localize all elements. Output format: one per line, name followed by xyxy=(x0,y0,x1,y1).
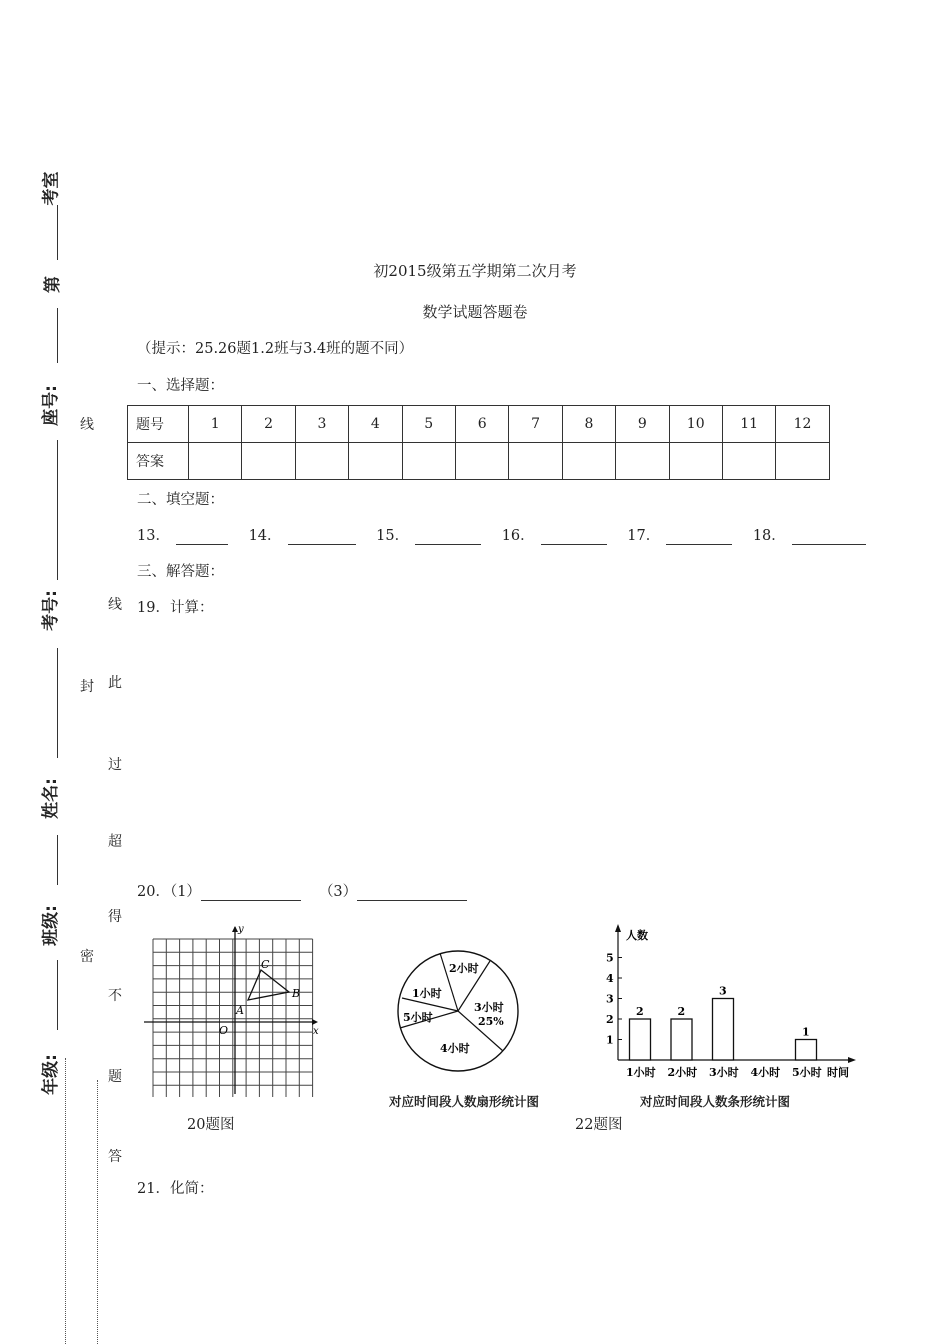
fill-blank[interactable] xyxy=(288,530,356,545)
inner-char: 线 xyxy=(108,597,122,613)
question-number: 6 xyxy=(455,406,508,443)
bar-y-axis-title: 人数 xyxy=(626,929,648,942)
choice-answer-table xyxy=(127,405,830,480)
inner-char: 题 xyxy=(108,1069,122,1085)
question-19: 19．计算： xyxy=(137,600,214,616)
question-number: 4 xyxy=(349,406,402,443)
inner-char: 答 xyxy=(108,1149,122,1165)
bar-category-label: 2小时 xyxy=(667,1066,698,1079)
blank-label: 13． xyxy=(137,528,170,544)
pie-label-3h: 3小时 xyxy=(474,1001,504,1014)
bar-y-tick-label: 5 xyxy=(606,951,614,965)
label-kaoshi: 考室 xyxy=(41,171,62,206)
bar xyxy=(796,1040,817,1061)
answer-cell[interactable] xyxy=(349,443,402,480)
bar-value-label: 1 xyxy=(802,1025,810,1039)
question-number: 7 xyxy=(509,406,562,443)
fill-blank[interactable] xyxy=(176,530,228,545)
binding-xian-top: 线 xyxy=(80,417,94,433)
kaoshi-line xyxy=(57,205,58,260)
hint-text: （提示：25.26题1.2班与3.4班的题不同） xyxy=(137,341,414,357)
origin-label: O xyxy=(219,1024,229,1037)
bar-y-tick-label: 4 xyxy=(606,972,614,985)
pie-label-3h-percent: 25% xyxy=(478,1015,504,1028)
pie-chart-caption: 对应时间段人数扇形统计图 xyxy=(389,1094,540,1109)
answer-cell[interactable] xyxy=(722,443,775,480)
section1-heading: 一、选择题： xyxy=(137,378,224,394)
bar-x-axis-arrow xyxy=(848,1057,856,1063)
xingming-line xyxy=(57,835,58,885)
kaohao-line xyxy=(57,648,58,758)
binding-feng: 封 xyxy=(80,679,94,695)
answer-cell[interactable] xyxy=(509,443,562,480)
label-zuohao: 座号: xyxy=(40,385,61,426)
blank-label: 18． xyxy=(752,528,786,544)
blank-label: 16． xyxy=(501,528,535,544)
table-row xyxy=(128,406,830,443)
question-number: 9 xyxy=(616,406,669,443)
answer-cell[interactable] xyxy=(669,443,722,480)
y-axis-label: y xyxy=(238,924,244,935)
question-number: 12 xyxy=(776,406,829,443)
question-number: 10 xyxy=(669,406,722,443)
q20-part1-label: 20．（1） xyxy=(137,884,201,900)
bar xyxy=(630,1019,651,1060)
point-b-label: B xyxy=(292,987,301,1000)
answer-cell[interactable] xyxy=(562,443,615,480)
bar-value-label: 3 xyxy=(719,984,727,998)
q20-part3-label: （3） xyxy=(318,884,358,900)
x-axis-arrow xyxy=(312,1019,318,1025)
bar xyxy=(671,1019,692,1060)
blank-label: 14． xyxy=(248,528,282,544)
question-number: 8 xyxy=(562,406,615,443)
pie-label-1h: 1小时 xyxy=(412,987,442,1000)
answer-cell[interactable] xyxy=(402,443,455,480)
bar-y-tick-label: 2 xyxy=(606,1013,614,1026)
answer-cell[interactable] xyxy=(295,443,348,480)
figure-22-caption: 22题图 xyxy=(575,1117,623,1133)
bar-category-label: 1小时 xyxy=(626,1066,656,1079)
blank-label: 15． xyxy=(376,528,410,544)
banji-line xyxy=(57,960,58,1030)
q20-part1-blank[interactable] xyxy=(201,886,301,901)
pie-chart-figure xyxy=(395,948,525,1078)
bar-category-label: 3小时 xyxy=(709,1066,739,1079)
bar-y-tick-label: 3 xyxy=(606,992,614,1006)
fill-blank[interactable] xyxy=(541,530,607,545)
bar-y-tick-label: 1 xyxy=(606,1033,614,1047)
point-a-label: A xyxy=(236,1004,244,1017)
pie-label-2h: 2小时 xyxy=(449,962,479,975)
section3-heading: 三、解答题： xyxy=(137,564,224,580)
zuohao-line xyxy=(57,440,58,580)
answer-cell[interactable] xyxy=(189,443,242,480)
label-di: 第 xyxy=(43,276,63,293)
label-nianji: 年级: xyxy=(40,1054,61,1095)
section2-heading: 二、填空题： xyxy=(137,492,224,508)
question-20 xyxy=(137,880,467,901)
answer-cell[interactable] xyxy=(776,443,829,480)
bar-category-label: 5小时 xyxy=(792,1066,822,1079)
question-number: 5 xyxy=(402,406,455,443)
inner-char: 此 xyxy=(108,675,122,691)
row-label-answer: 答案 xyxy=(128,443,189,480)
fill-blank[interactable] xyxy=(666,530,732,545)
answer-cell[interactable] xyxy=(616,443,669,480)
binding-dotted-line xyxy=(97,1080,98,1344)
fill-blank-row xyxy=(137,524,866,545)
label-xingming: 姓名: xyxy=(40,778,61,819)
bar-chart-figure xyxy=(590,920,865,1085)
answer-cell[interactable] xyxy=(455,443,508,480)
bar-category-label: 4小时 xyxy=(750,1066,781,1079)
coordinate-grid-figure xyxy=(140,922,340,1097)
row-label-number: 题号 xyxy=(128,406,189,443)
bar-x-axis-title: 时间 xyxy=(827,1066,849,1079)
bar xyxy=(713,999,734,1061)
bar-value-label: 2 xyxy=(677,1005,686,1018)
label-banji: 班级: xyxy=(40,905,61,946)
binding-dotted-line xyxy=(65,1058,66,1344)
point-c-label: C xyxy=(261,958,270,971)
bar-chart-caption: 对应时间段人数条形统计图 xyxy=(640,1094,791,1109)
question-number: 2 xyxy=(242,406,295,443)
bar-value-label: 2 xyxy=(636,1005,644,1018)
binding-mi: 密 xyxy=(80,949,94,965)
question-number: 11 xyxy=(722,406,775,443)
inner-char: 不 xyxy=(108,988,122,1004)
q20-part3-blank[interactable] xyxy=(357,886,467,901)
fill-blank[interactable] xyxy=(792,530,866,545)
inner-char: 超 xyxy=(108,834,122,850)
exam-subtitle: 数学试题答题卷 xyxy=(422,303,528,321)
label-kaohao: 考号: xyxy=(40,590,61,631)
fill-blank[interactable] xyxy=(415,530,481,545)
bar-y-axis-arrow xyxy=(615,924,621,932)
answer-cell[interactable] xyxy=(242,443,295,480)
triangle-abc xyxy=(248,970,289,1000)
figure-20-caption: 20题图 xyxy=(187,1117,235,1133)
inner-char: 过 xyxy=(108,757,122,773)
pie-label-4h: 4小时 xyxy=(440,1042,470,1055)
blank-label: 17． xyxy=(627,528,661,544)
x-axis-label: x xyxy=(313,1026,319,1037)
exam-title: 初2015级第五学期第二次月考 xyxy=(373,262,577,280)
pie-label-5h: 5小时 xyxy=(403,1011,433,1024)
question-number: 3 xyxy=(295,406,348,443)
inner-char: 得 xyxy=(108,909,122,925)
question-21: 21．化简： xyxy=(137,1181,214,1197)
question-number: 1 xyxy=(189,406,242,443)
table-row xyxy=(128,443,830,480)
